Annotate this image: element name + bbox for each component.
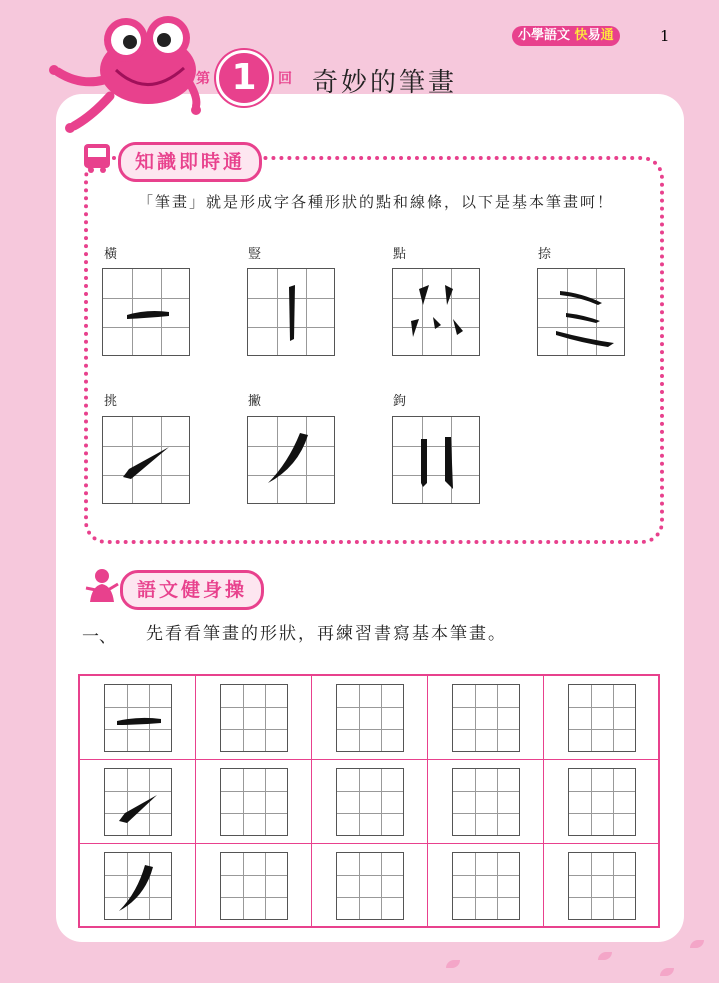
series-badge [512, 26, 620, 46]
practice-cell[interactable] [312, 676, 428, 760]
lesson-prefix: 第 [196, 71, 210, 87]
writing-grid [452, 684, 520, 752]
dian-stroke-icon [393, 269, 481, 357]
series-word: 快 [574, 28, 588, 43]
writing-grid [336, 684, 404, 752]
writing-grid [568, 684, 636, 752]
bus-icon [82, 142, 112, 174]
practice-cell[interactable] [196, 676, 312, 760]
writing-grid [336, 768, 404, 836]
stroke-grid [102, 268, 190, 356]
sample-cell [80, 760, 196, 844]
na-stroke-icon [538, 269, 626, 357]
writing-grid [220, 684, 288, 752]
sample-cell [80, 844, 196, 928]
stroke-grid [537, 268, 625, 356]
sample-stroke-icon [105, 769, 173, 837]
writing-grid [336, 852, 404, 920]
stroke-label: 豎 [248, 247, 262, 262]
stroke-grid [247, 416, 335, 504]
practice-table [78, 674, 660, 928]
stroke-label: 點 [393, 247, 407, 262]
practice-cell[interactable] [428, 760, 544, 844]
lesson-header [196, 58, 292, 98]
series-word: 易 [587, 28, 601, 43]
writing-grid [220, 852, 288, 920]
series-title: 小學語文 [518, 28, 571, 43]
stroke-label: 捺 [538, 247, 552, 262]
sample-stroke-icon [105, 853, 173, 921]
practice-cell[interactable] [544, 676, 660, 760]
exercise-person-icon [82, 566, 120, 606]
heng-stroke-icon [103, 269, 191, 357]
frog-mascot-icon [40, 6, 210, 136]
practice-cell[interactable] [544, 844, 660, 928]
writing-grid [220, 768, 288, 836]
practice-cell[interactable] [428, 676, 544, 760]
lesson-number-badge: 1 [216, 50, 272, 106]
practice-cell[interactable] [312, 844, 428, 928]
writing-grid [104, 684, 172, 752]
stroke-grid [102, 416, 190, 504]
stroke-label: 撇 [248, 394, 262, 409]
exercise-number: 一、 [82, 627, 116, 647]
practice-cell[interactable] [312, 760, 428, 844]
shu-stroke-icon [248, 269, 336, 357]
pie-stroke-icon [248, 417, 336, 505]
tiao-stroke-icon [103, 417, 191, 505]
practice-cell[interactable] [428, 844, 544, 928]
writing-grid [568, 768, 636, 836]
stroke-grid [247, 268, 335, 356]
series-word: 通 [600, 28, 614, 43]
page-number: 1 [660, 27, 670, 45]
writing-grid [568, 852, 636, 920]
writing-grid [452, 768, 520, 836]
practice-cell[interactable] [196, 844, 312, 928]
practice-cell[interactable] [544, 760, 660, 844]
section-heading: 語文健身操 [120, 570, 264, 610]
sample-stroke-icon [105, 685, 173, 753]
lesson-title: 奇妙的筆畫 [312, 68, 458, 98]
intro-text: 「筆畫」就是形成字各種形狀的點和線條，以下是基本筆畫呵！ [138, 193, 615, 211]
stroke-label: 橫 [104, 247, 118, 262]
stroke-grid [392, 416, 480, 504]
writing-grid [104, 768, 172, 836]
exercise-instructions: 先看看筆畫的形狀，再練習書寫基本筆畫。 [146, 624, 507, 644]
stroke-grid [392, 268, 480, 356]
sample-cell [80, 676, 196, 760]
section-heading: 知識即時通 [118, 142, 262, 182]
stroke-label: 鉤 [393, 394, 407, 409]
gou-stroke-icon [393, 417, 481, 505]
writing-grid [104, 852, 172, 920]
stroke-label: 挑 [104, 394, 118, 409]
practice-cell[interactable] [196, 760, 312, 844]
writing-grid [452, 852, 520, 920]
lesson-suffix: 回 [278, 71, 292, 87]
